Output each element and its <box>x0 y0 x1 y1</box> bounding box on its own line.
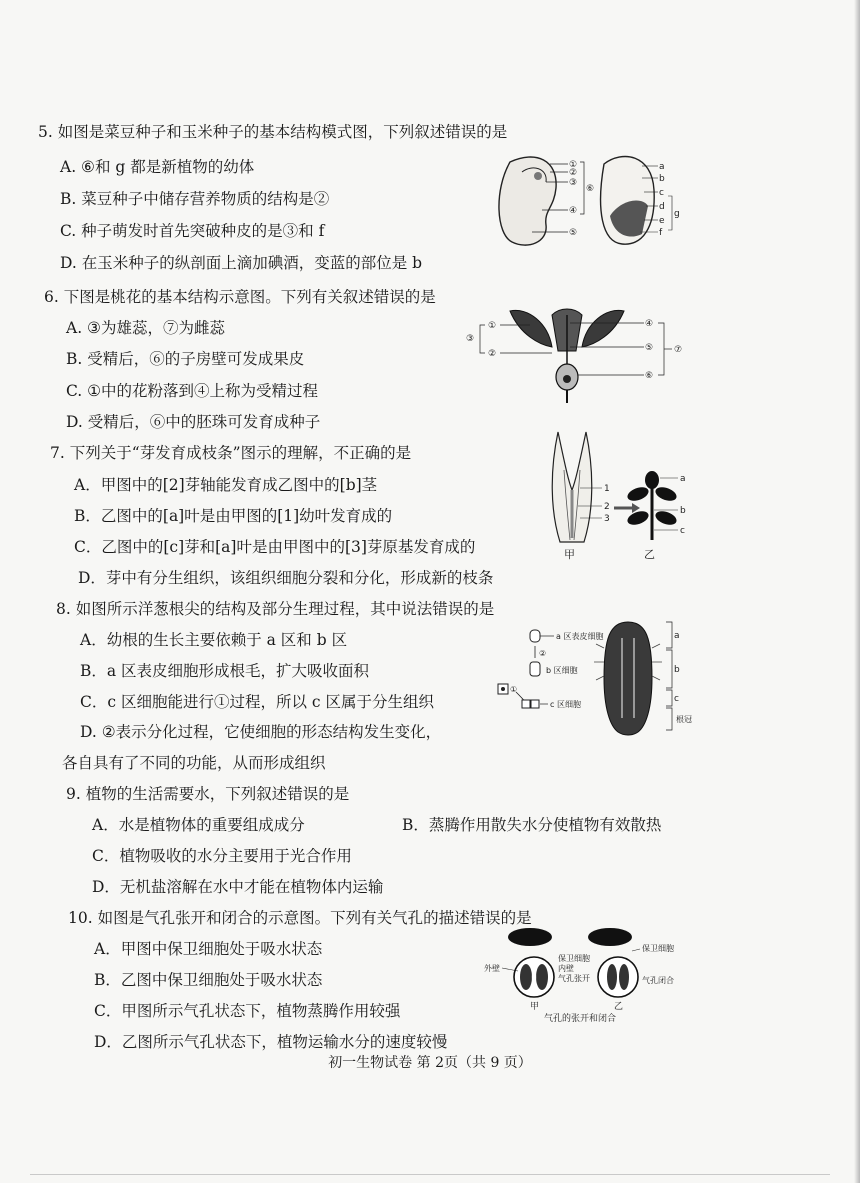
bottom-divider <box>30 1174 830 1175</box>
leaf-open <box>508 928 552 946</box>
q9-option-c: C．植物吸收的水分主要用于光合作用 <box>92 847 352 865</box>
stoma-caption-yi: 乙 <box>614 1002 624 1012</box>
q7-option-b: B．乙图中的[a]叶是由甲图的[1]幼叶发育成的 <box>74 507 393 525</box>
leaf-right-lower <box>654 509 679 528</box>
q6-option-c: C. ①中的花粉落到④上称为受精过程 <box>66 382 319 400</box>
corn-label-g: g <box>674 209 680 219</box>
q7-stem: 7. 下列关于“芽发育成枝条”图示的理解，不正确的是 <box>50 444 412 462</box>
q8-option-b: B．a 区表皮细胞形成根毛，扩大吸收面积 <box>80 662 370 680</box>
stoma-guard-cell-label-2: 保卫细胞 <box>642 944 674 953</box>
leaf-left-upper <box>626 485 651 504</box>
corn-label-a: a <box>659 162 665 172</box>
q9-option-a: A．水是植物体的重要组成成分 <box>92 816 305 834</box>
corn-label-e: e <box>659 216 665 226</box>
guard-cell-open-left <box>520 964 532 990</box>
petal-right <box>582 310 624 347</box>
cell-c-2 <box>531 700 539 708</box>
zone-label-b: b <box>674 665 680 675</box>
bud-caption-jia: 甲 <box>564 548 575 561</box>
root-cell-a-label: a 区表皮细胞 <box>556 632 604 641</box>
q8-option-d: D. ②表示分化过程，它使细胞的形态结构发生变化， <box>80 723 442 741</box>
branch-label-c: c <box>680 526 685 536</box>
seed-label-1: ① <box>569 160 578 170</box>
bud-label-3: 3 <box>604 514 610 524</box>
q6-option-d: D. 受精后，⑥中的胚珠可发育成种子 <box>66 413 321 431</box>
flower-label-7: ⑦ <box>674 345 683 355</box>
stoma-outer-wall-label: 外壁 <box>484 964 500 973</box>
leaf-left-lower <box>626 509 651 528</box>
stoma-inner-wall-label: 内壁 <box>558 964 574 973</box>
stomata-figure <box>482 925 704 1023</box>
branch-label-a: a <box>680 474 686 484</box>
seed-label-6: ⑥ <box>586 184 595 194</box>
q5-option-b: B. 菜豆种子中储存营养物质的结构是② <box>60 190 330 208</box>
scan-edge-shadow <box>854 0 860 1183</box>
seed-label-3: ③ <box>569 178 578 188</box>
q7-option-a: A．甲图中的[2]芽轴能发育成乙图中的[b]茎 <box>74 476 378 494</box>
q8-option-a: A．幼根的生长主要依赖于 a 区和 b 区 <box>80 631 348 649</box>
stoma-caption-jia: 甲 <box>530 1002 540 1012</box>
root-tip-body <box>604 622 652 735</box>
q9-option-d: D．无机盐溶解在水中才能在植物体内运输 <box>92 878 384 896</box>
peach-flower-figure <box>460 305 700 403</box>
stoma-guard-cell-label: 保卫细胞 <box>558 954 590 963</box>
guard-cell-closed-right <box>619 964 629 990</box>
root-tip-figure <box>488 618 708 740</box>
q8-option-c: C．c 区细胞能进行①过程，所以 c 区属于分生组织 <box>80 693 435 711</box>
leaf-closed <box>588 928 632 946</box>
stoma-open-label: 气孔张开 <box>558 974 590 983</box>
corn-label-b: b <box>659 174 665 184</box>
zone-label-rootcap: 根冠 <box>676 715 692 724</box>
process-1-label: ① <box>510 685 518 694</box>
ovule <box>563 375 571 383</box>
flower-label-2: ② <box>488 349 497 359</box>
flower-label-6: ⑥ <box>645 371 654 381</box>
q9-stem: 9. 植物的生活需要水，下列叙述错误的是 <box>66 785 350 803</box>
bud-caption-yi: 乙 <box>644 548 655 561</box>
q8-option-d-continuation: 各自具有了不同的功能，从而形成组织 <box>62 754 326 772</box>
q10-option-d: D．乙图所示气孔状态下，植物运输水分的速度较慢 <box>94 1033 448 1051</box>
seed-label-5: ⑤ <box>569 228 578 238</box>
q6-stem: 6. 下图是桃花的基本结构示意图。下列有关叙述错误的是 <box>44 288 436 306</box>
bud-label-1: 1 <box>604 484 610 494</box>
zone-label-c: c <box>674 694 679 704</box>
q10-option-b: B．乙图中保卫细胞处于吸水状态 <box>94 971 323 989</box>
stoma-closed-label: 气孔闭合 <box>642 976 674 985</box>
stoma-pore-open <box>532 969 536 985</box>
q6-option-b: B. 受精后，⑥的子房壁可发成果皮 <box>66 350 305 368</box>
guard-cell-closed-left <box>607 964 617 990</box>
q10-stem: 10. 如图是气孔张开和闭合的示意图。下列有关气孔的描述错误的是 <box>68 909 532 927</box>
cell-b <box>530 662 540 676</box>
q5-option-a: A. ⑥和 g 都是新植物的幼体 <box>60 158 255 176</box>
q5-stem: 5. 如图是菜豆种子和玉米种子的基本结构模式图，下列叙述错误的是 <box>38 123 508 141</box>
petal-left <box>510 310 552 347</box>
leaf-right-upper <box>654 485 679 504</box>
bud-label-2: 2 <box>604 502 610 512</box>
flower-label-5: ⑤ <box>645 343 654 353</box>
corn-label-f: f <box>659 228 663 238</box>
corn-label-c: c <box>659 188 664 198</box>
seed-label-4: ④ <box>569 206 578 216</box>
seed-structure-figure <box>492 150 682 250</box>
flower-label-4: ④ <box>645 319 654 329</box>
cell-c-1 <box>522 700 530 708</box>
corn-label-d: d <box>659 202 665 212</box>
branch-label-b: b <box>680 506 686 516</box>
bud-branch-figure <box>540 430 700 562</box>
stoma-closed-circle <box>598 957 638 997</box>
q10-option-c: C．甲图所示气孔状态下，植物蒸腾作用较强 <box>94 1002 401 1020</box>
cell-a <box>530 630 540 642</box>
root-cell-c-label: c 区细胞 <box>550 700 581 709</box>
q7-option-d: D．芽中有分生组织，该组织细胞分裂和分化，形成新的枝条 <box>78 569 494 587</box>
branch-top-bud <box>645 471 659 489</box>
q7-option-c: C．乙图中的[c]芽和[a]叶是由甲图中的[3]芽原基发育成的 <box>74 538 476 556</box>
root-cell-b-label: b 区细胞 <box>546 666 578 675</box>
guard-cell-open-right <box>536 964 548 990</box>
q5-option-d: D. 在玉米种子的纵剖面上滴加碘酒，变蓝的部位是 b <box>60 254 423 272</box>
zone-label-a: a <box>674 631 680 641</box>
q6-option-a: A. ③为雄蕊，⑦为雌蕊 <box>66 319 225 337</box>
flower-label-3: ③ <box>466 334 475 344</box>
seed-label-2: ② <box>569 168 578 178</box>
flower-label-1: ① <box>488 321 497 331</box>
q10-option-a: A．甲图中保卫细胞处于吸水状态 <box>94 940 323 958</box>
process-2-label: ② <box>539 649 547 658</box>
stoma-caption: 气孔的张开和闭合 <box>544 1014 617 1023</box>
q9-option-b: B．蒸腾作用散失水分使植物有效散热 <box>402 816 662 834</box>
q8-stem: 8. 如图所示洋葱根尖的结构及部分生理过程，其中说法错误的是 <box>56 600 495 618</box>
page-footer: 初一生物试卷 第 2页（共 9 页） <box>328 1055 532 1071</box>
bean-plumule <box>534 172 542 180</box>
q5-option-c: C. 种子萌发时首先突破种皮的是③和 f <box>60 222 325 240</box>
